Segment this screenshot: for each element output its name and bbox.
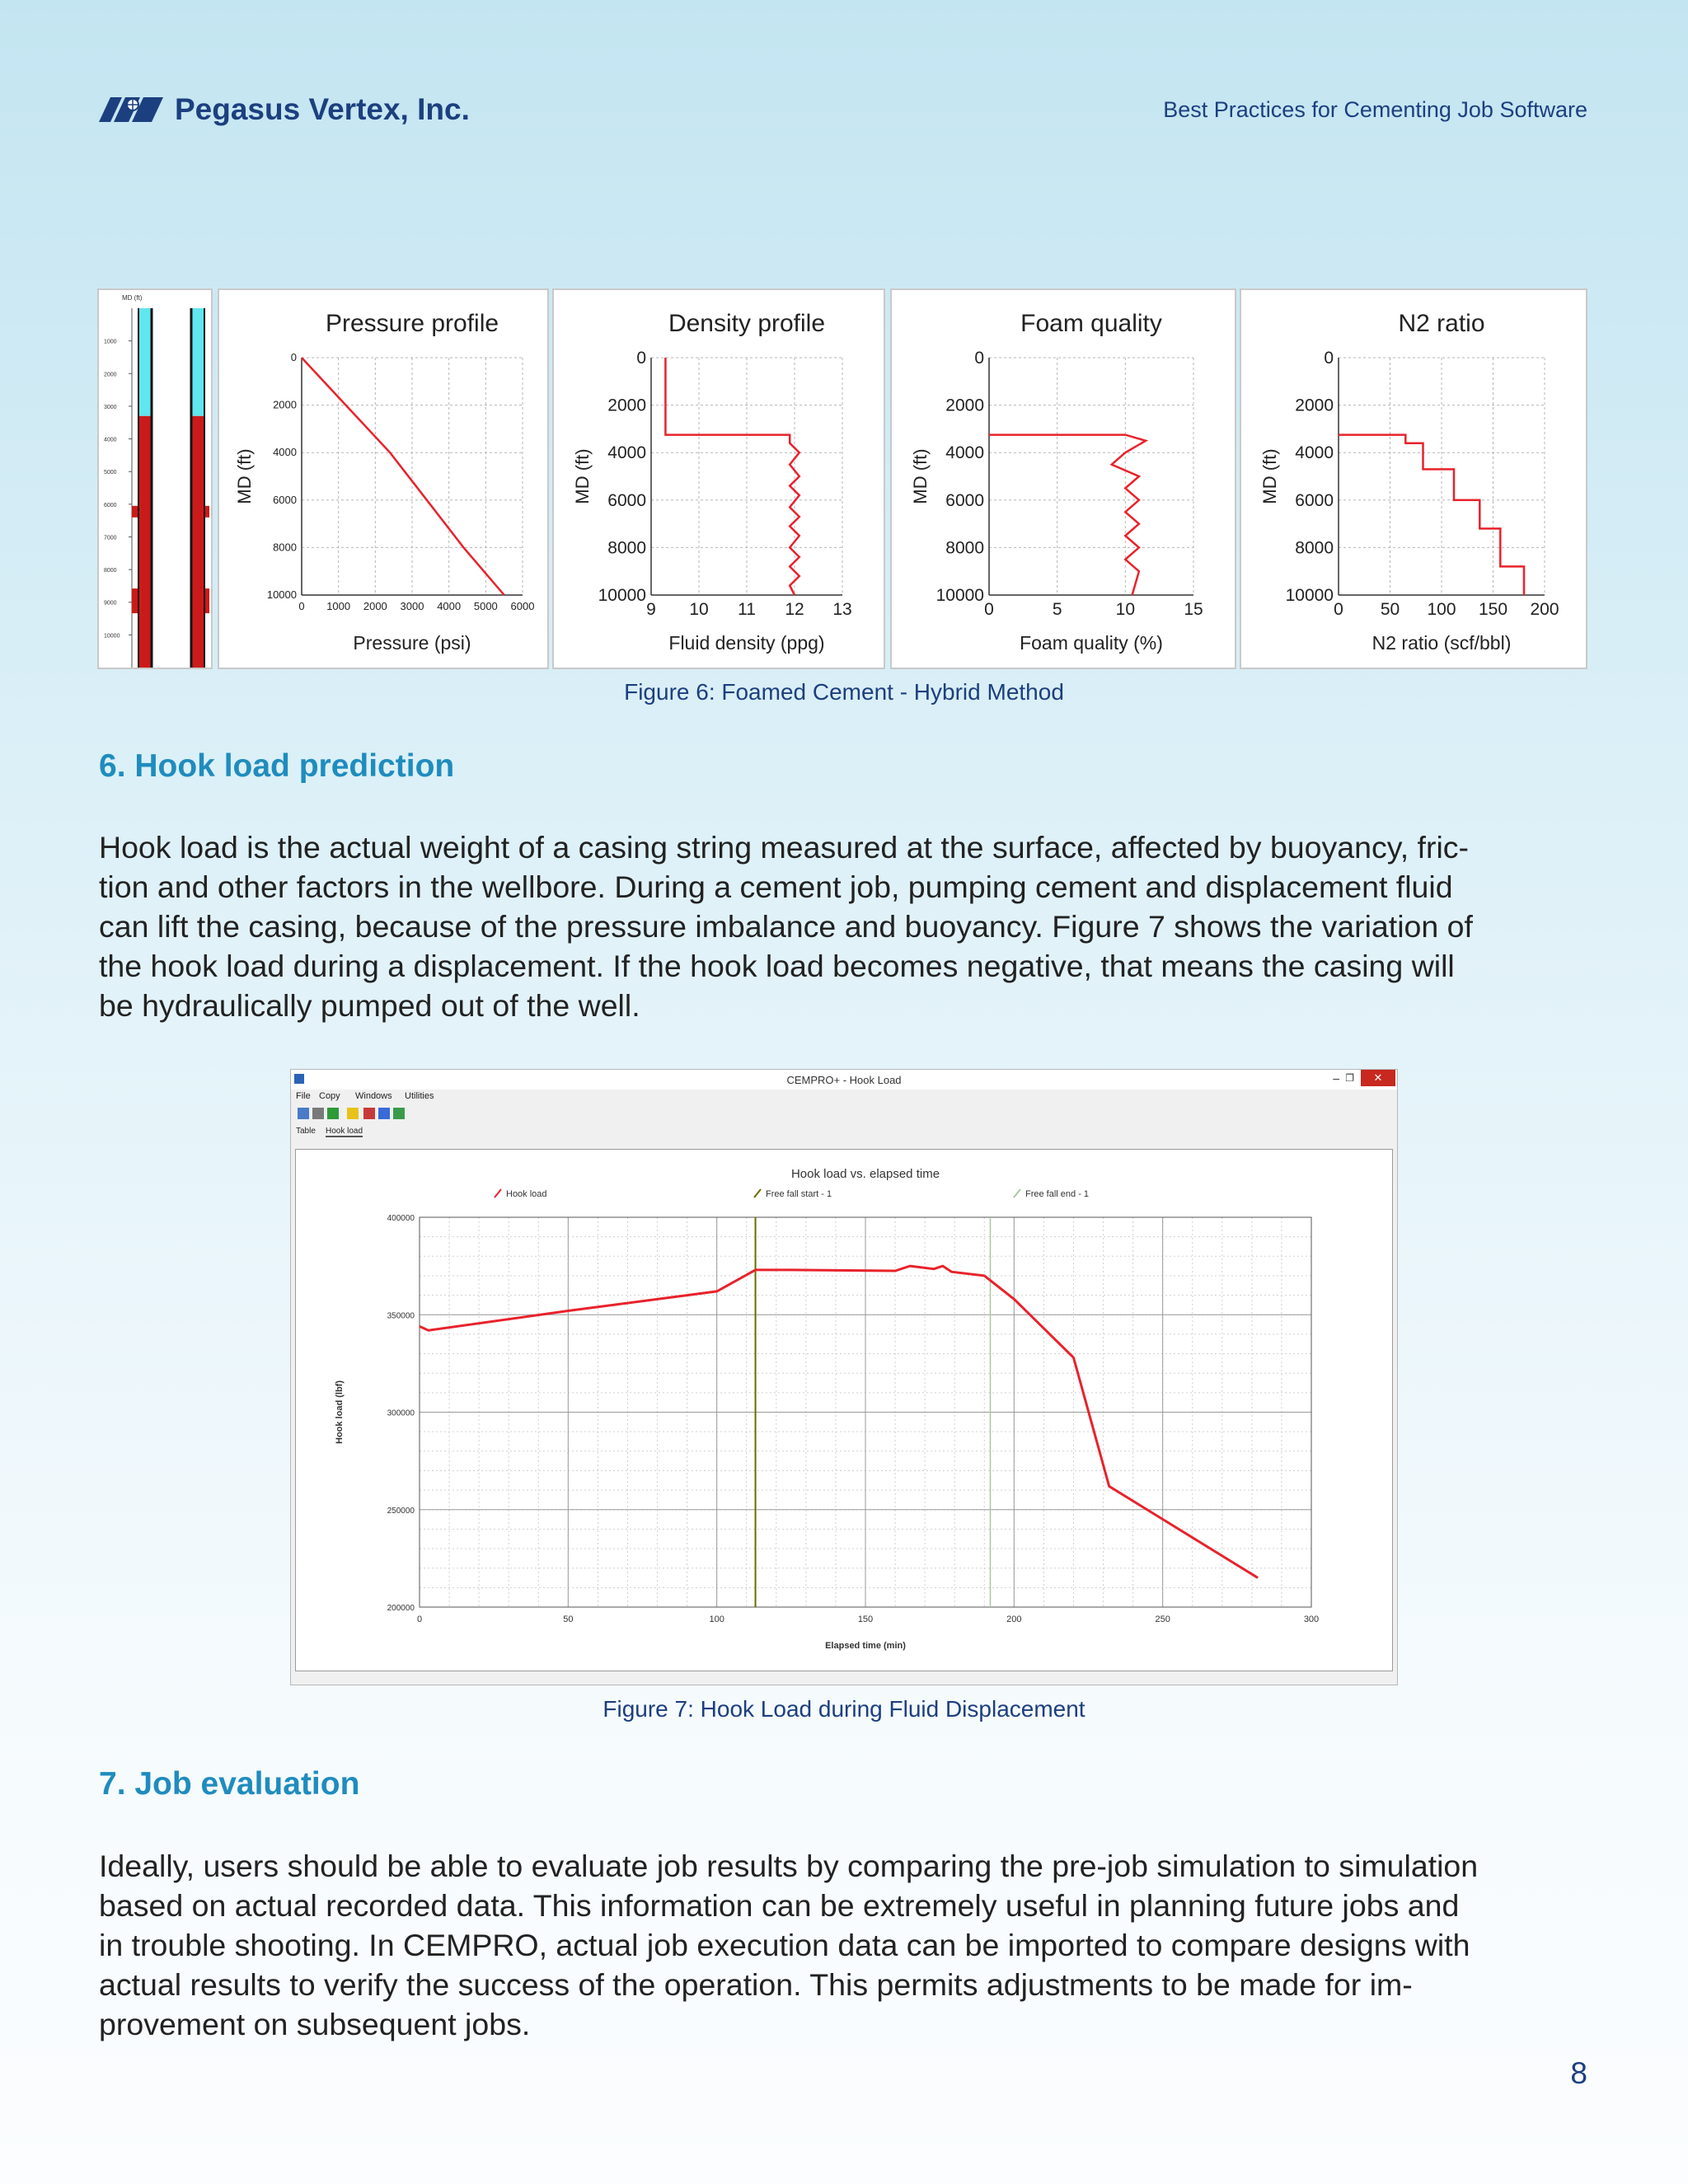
legend-label: Free fall end - 1: [1025, 1189, 1090, 1199]
legend-swatch: [754, 1189, 761, 1197]
foam-quality-panel: [890, 288, 1236, 669]
wellbore-diagram: [97, 288, 213, 669]
wellbore-axis-label: MD (ft): [122, 294, 143, 302]
tab-bar: [291, 1124, 1397, 1141]
wellbore-tick-label: 10000: [104, 633, 120, 640]
y-tick-label: 6000: [945, 490, 984, 510]
wellbore-svg: [99, 290, 211, 668]
y-tick-label: 0: [290, 351, 297, 363]
x-tick-label: 200: [1530, 600, 1559, 619]
x-tick-label: 4000: [437, 600, 462, 612]
figure-6-caption: Figure 6: Foamed Cement - Hybrid Method: [624, 679, 1064, 705]
text-line: Ideally, users should be able to evaluate job results by comparing the pre-job simulation to simulation: [99, 1849, 1479, 1883]
figure-7-caption: Figure 7: Hook Load during Fluid Displacement: [603, 1696, 1085, 1722]
x-tick-label: 100: [709, 1615, 724, 1624]
x-tick-label: 11: [738, 600, 756, 619]
wellbore-tick-label: 9000: [104, 600, 117, 607]
y-tick-label: 350000: [387, 1311, 415, 1321]
y-tick-label: 0: [1324, 349, 1334, 368]
save-icon[interactable]: [327, 1108, 339, 1119]
window-title: CEMPRO+ - Hook Load: [786, 1074, 902, 1086]
y-tick-label: 8000: [607, 538, 646, 558]
n2-ratio-chart: [1241, 290, 1586, 668]
y-tick-label: 10000: [266, 588, 297, 601]
density-profile-chart: [554, 290, 884, 668]
x-axis-label: Pressure (psi): [353, 632, 471, 654]
y-tick-label: 200000: [387, 1604, 415, 1613]
y-tick-label: 0: [636, 349, 646, 368]
y-tick-label: 6000: [273, 493, 297, 506]
y-tick-label: 2000: [1295, 396, 1334, 415]
n2-ratio-panel: [1240, 288, 1587, 669]
panel-title: Density profile: [668, 310, 826, 337]
section-7-heading: 7. Job evaluation: [99, 1766, 360, 1802]
section-6-heading: 6. Hook load prediction: [99, 748, 455, 784]
filter-icon[interactable]: [347, 1108, 359, 1119]
y-tick-label: 2000: [607, 396, 646, 415]
wellbore-tick-label: 8000: [104, 568, 117, 574]
annulus-fluid-left: [138, 308, 152, 416]
x-tick-label: 50: [1380, 600, 1400, 619]
legend-label: Free fall start - 1: [766, 1189, 832, 1199]
legend-swatch: [1014, 1189, 1020, 1197]
text-line: be hydraulically pumped out of the well.: [99, 988, 640, 1023]
text-line: provement on subsequent jobs.: [99, 2007, 531, 2041]
open-icon[interactable]: [298, 1108, 309, 1119]
y-tick-label: 4000: [273, 446, 297, 459]
menu-copy[interactable]: Copy: [319, 1091, 340, 1101]
y-tick-label: 0: [974, 349, 984, 368]
y-tick-label: 10000: [935, 586, 984, 605]
y-axis-label: MD (ft): [1259, 448, 1280, 504]
text-line: the hook load during a displacement. If the hook load becomes negative, that means the casing will: [99, 949, 1455, 983]
y-tick-label: 10000: [598, 586, 646, 605]
x-tick-label: 0: [416, 1615, 423, 1624]
hook-load-plot-area: [295, 1149, 1393, 1671]
close-icon[interactable]: ✕: [1361, 1070, 1395, 1086]
window-titlebar: [291, 1070, 1397, 1090]
x-tick-label: 10: [1115, 600, 1136, 619]
section-6-paragraph: [99, 827, 1599, 1025]
y-axis-label: Hook load (lbf): [335, 1380, 345, 1444]
x-tick-label: 100: [1427, 600, 1456, 619]
x-tick-label: 3000: [400, 600, 424, 612]
menu-file[interactable]: File: [296, 1091, 311, 1101]
minimize-icon[interactable]: –: [1333, 1071, 1339, 1085]
y-tick-label: 8000: [273, 541, 297, 554]
wellbore-tick-label: 3000: [104, 404, 117, 410]
x-tick-label: 0: [984, 600, 994, 619]
tab-hook-load[interactable]: Hook load: [326, 1127, 363, 1136]
x-axis-label: Foam quality (%): [1020, 632, 1163, 654]
x-tick-label: 10: [689, 600, 709, 619]
annulus-cement-right: [191, 416, 204, 668]
page-number: 8: [1570, 2056, 1587, 2090]
pressure-profile-chart: [219, 290, 547, 668]
x-tick-label: 300: [1303, 1615, 1320, 1624]
casing-interior: [152, 308, 191, 668]
pegasus-logo-icon: [99, 97, 163, 122]
x-tick-label: 2000: [363, 600, 387, 612]
print-icon[interactable]: [312, 1108, 324, 1119]
company-logo: [99, 92, 470, 127]
y-axis-label: MD (ft): [910, 448, 931, 504]
chart-icon[interactable]: [363, 1108, 375, 1119]
hook-load-chart: [296, 1150, 1392, 1671]
profile-curve: [302, 358, 504, 595]
text-line: can lift the casing, because of the pressure imbalance and buoyancy. Figure 7 shows the variation of: [99, 909, 1473, 944]
panel-title: Pressure profile: [325, 310, 499, 337]
legend-label: Hook load: [506, 1189, 547, 1199]
x-tick-label: 1000: [326, 600, 351, 612]
text-line: in trouble shooting. In CEMPRO, actual job execution data can be imported to compare designs with: [99, 1928, 1470, 1962]
y-tick-label: 2000: [273, 398, 297, 411]
x-tick-label: 150: [1478, 600, 1508, 619]
x-axis-label: N2 ratio (scf/bbl): [1372, 632, 1512, 654]
y-tick-label: 10000: [1285, 586, 1334, 605]
x-tick-label: 50: [563, 1615, 574, 1624]
y-tick-label: 300000: [387, 1408, 415, 1418]
washout-left-lower: [132, 588, 138, 613]
profile-curve: [665, 358, 799, 595]
panel-title: Foam quality: [1020, 310, 1162, 337]
x-tick-label: 150: [857, 1615, 874, 1624]
density-profile-panel: [552, 288, 885, 669]
y-tick-label: 2000: [945, 396, 984, 415]
x-axis-label: Fluid density (ppg): [668, 632, 825, 654]
y-tick-label: 4000: [1295, 443, 1334, 463]
y-tick-label: 4000: [945, 443, 984, 463]
x-tick-label: 5: [1052, 600, 1062, 619]
y-tick-label: 6000: [1295, 490, 1334, 510]
y-tick-label: 8000: [945, 538, 984, 558]
wellbore-tick-label: 2000: [104, 372, 117, 378]
hook-load-curve: [420, 1266, 1258, 1577]
menu-windows[interactable]: Windows: [355, 1091, 392, 1101]
y-tick-label: 250000: [387, 1506, 415, 1516]
monitor-icon[interactable]: [378, 1108, 390, 1119]
legend-swatch: [495, 1189, 501, 1197]
cempro-window: [290, 1069, 1398, 1685]
figure-6: [97, 288, 1587, 669]
y-tick-label: 8000: [1295, 538, 1334, 558]
y-tick-label: 400000: [387, 1214, 415, 1223]
document-title: Best Practices for Cementing Job Software: [1163, 97, 1587, 122]
x-tick-label: 5000: [473, 600, 498, 612]
restore-icon[interactable]: ❐: [1345, 1072, 1354, 1084]
tab-table[interactable]: Table: [296, 1127, 316, 1136]
chart-title: Hook load vs. elapsed time: [790, 1167, 940, 1181]
pressure-profile-panel: [218, 288, 549, 669]
text-line: Hook load is the actual weight of a casing string measured at the surface, affected by buoyancy, fric-: [99, 830, 1470, 865]
wellbore-tick-label: 5000: [104, 470, 117, 476]
section-7-paragraph: [99, 1846, 1599, 2044]
text-line: tion and other factors in the wellbore. During a cement job, pumping cement and displacement fluid: [99, 869, 1453, 904]
profile-curve: [1339, 435, 1524, 595]
export-icon[interactable]: [393, 1108, 405, 1119]
menu-bar: [291, 1090, 1397, 1104]
x-tick-label: 13: [832, 600, 852, 619]
annulus-fluid-right: [191, 308, 204, 416]
wellbore-tick-label: 1000: [104, 339, 117, 345]
wellbore-tick-label: 7000: [104, 535, 117, 541]
menu-utilities[interactable]: Utilities: [405, 1091, 434, 1101]
wellbore-tick-label: 6000: [104, 502, 117, 509]
company-name: Pegasus Vertex, Inc.: [175, 92, 470, 126]
x-tick-label: 200: [1006, 1615, 1022, 1624]
x-tick-label: 6000: [510, 600, 535, 612]
x-tick-label: 12: [785, 600, 804, 619]
toolbar: [291, 1104, 1397, 1124]
text-line: actual results to verify the success of the operation. This permits adjustments to be made for im-: [99, 1967, 1413, 2002]
annulus-cement-left: [138, 416, 152, 668]
foam-quality-chart: [892, 290, 1235, 668]
x-tick-label: 0: [298, 600, 305, 612]
x-tick-label: 9: [646, 600, 656, 619]
x-tick-label: 0: [1334, 600, 1343, 619]
x-axis-label: Elapsed time (min): [825, 1641, 906, 1651]
text-line: based on actual recorded data. This information can be extremely useful in planning future jobs and: [99, 1888, 1460, 1923]
x-tick-label: 15: [1184, 600, 1203, 619]
x-tick-label: 250: [1155, 1615, 1170, 1624]
washout-left: [132, 506, 138, 518]
y-tick-label: 6000: [607, 490, 646, 510]
panel-title: N2 ratio: [1398, 310, 1485, 337]
y-tick-label: 4000: [607, 443, 646, 463]
profile-curve: [989, 435, 1146, 595]
y-axis-label: MD (ft): [572, 448, 593, 504]
y-axis-label: MD (ft): [234, 448, 255, 504]
wellbore-tick-label: 4000: [104, 437, 117, 443]
